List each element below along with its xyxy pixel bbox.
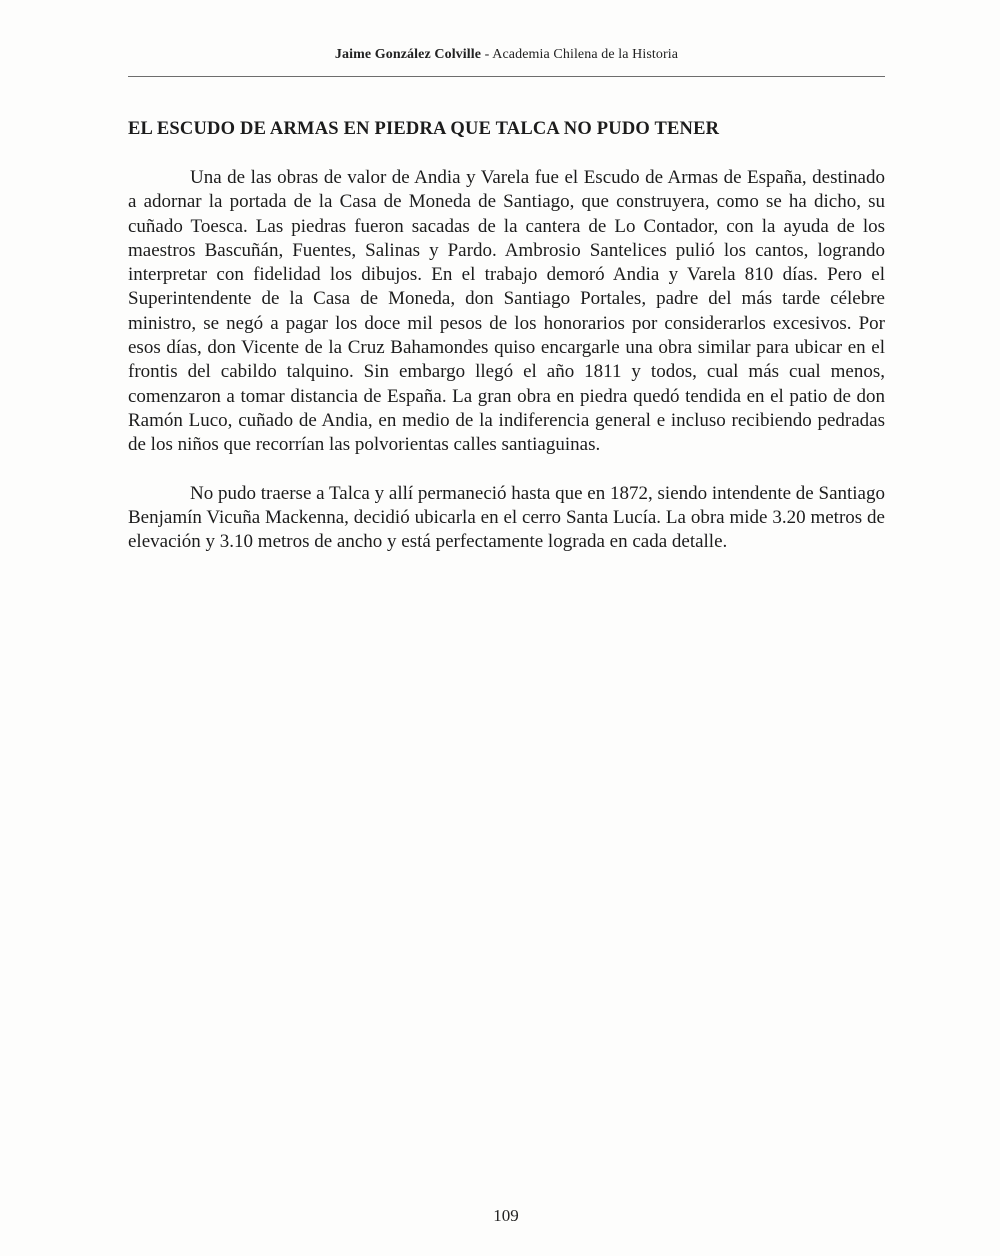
header-divider [128,76,885,77]
body-paragraph-1: Una de las obras de valor de Andia y Varela fue el Escudo de Armas de España, destinado a adornar la portada de la Casa de Moneda de Santiago, que construyera, como se ha dicho, su cuñado Toesca. Las piedras fueron sacadas de la cantera de Lo Contador, con la ayuda de los maestros Bascuñán, Fuentes, Salinas y Pardo. Ambrosio Santelices pulió los cantos, logrando interpretar con fidelidad los dibujos. En el trabajo demoró Andia y Varela 810 días. Pero el Superintendente de la Casa de Moneda, don Santiago Portales, padre del más tarde célebre ministro, se negó a pagar los doce mil pesos de los honorarios por considerarlos excesivos. Por esos días, don Vicente de la Cruz Bahamondes quiso encargarle una obra similar para ubicar en el frontis del cabildo talquino. Sin embargo llegó el año 1811 y todos, cual más cual menos, comenzaron a tomar distancia de España. La gran obra en piedra quedó tendida en el patio de don Ramón Luco, cuñado de Andia, en medio de la indiferencia general e incluso recibiendo pedradas de los niños que recorrían las polvorientas calles santiaguinas. [128,167,885,456]
body-paragraph-2: No pudo traerse a Talca y allí permaneció hasta que en 1872, siendo intendente de Santiago Benjamín Vicuña Mackenna, decidió ubicarla en el cerro Santa Lucía. La obra mide 3.20 metros de elevación y 3.10 metros de ancho y está perfectamente lograda en cada detalle. [128,482,885,553]
page-number: 109 [493,1206,519,1225]
header-institution: Academia Chilena de la Historia [492,47,679,62]
header-author: Jaime González Colville [334,47,482,62]
article-title: EL ESCUDO DE ARMAS EN PIEDRA QUE TALCA NO PUDO TENER [128,119,720,139]
running-header [128,47,885,63]
header-separator: - [481,47,493,62]
article-body [128,166,885,554]
